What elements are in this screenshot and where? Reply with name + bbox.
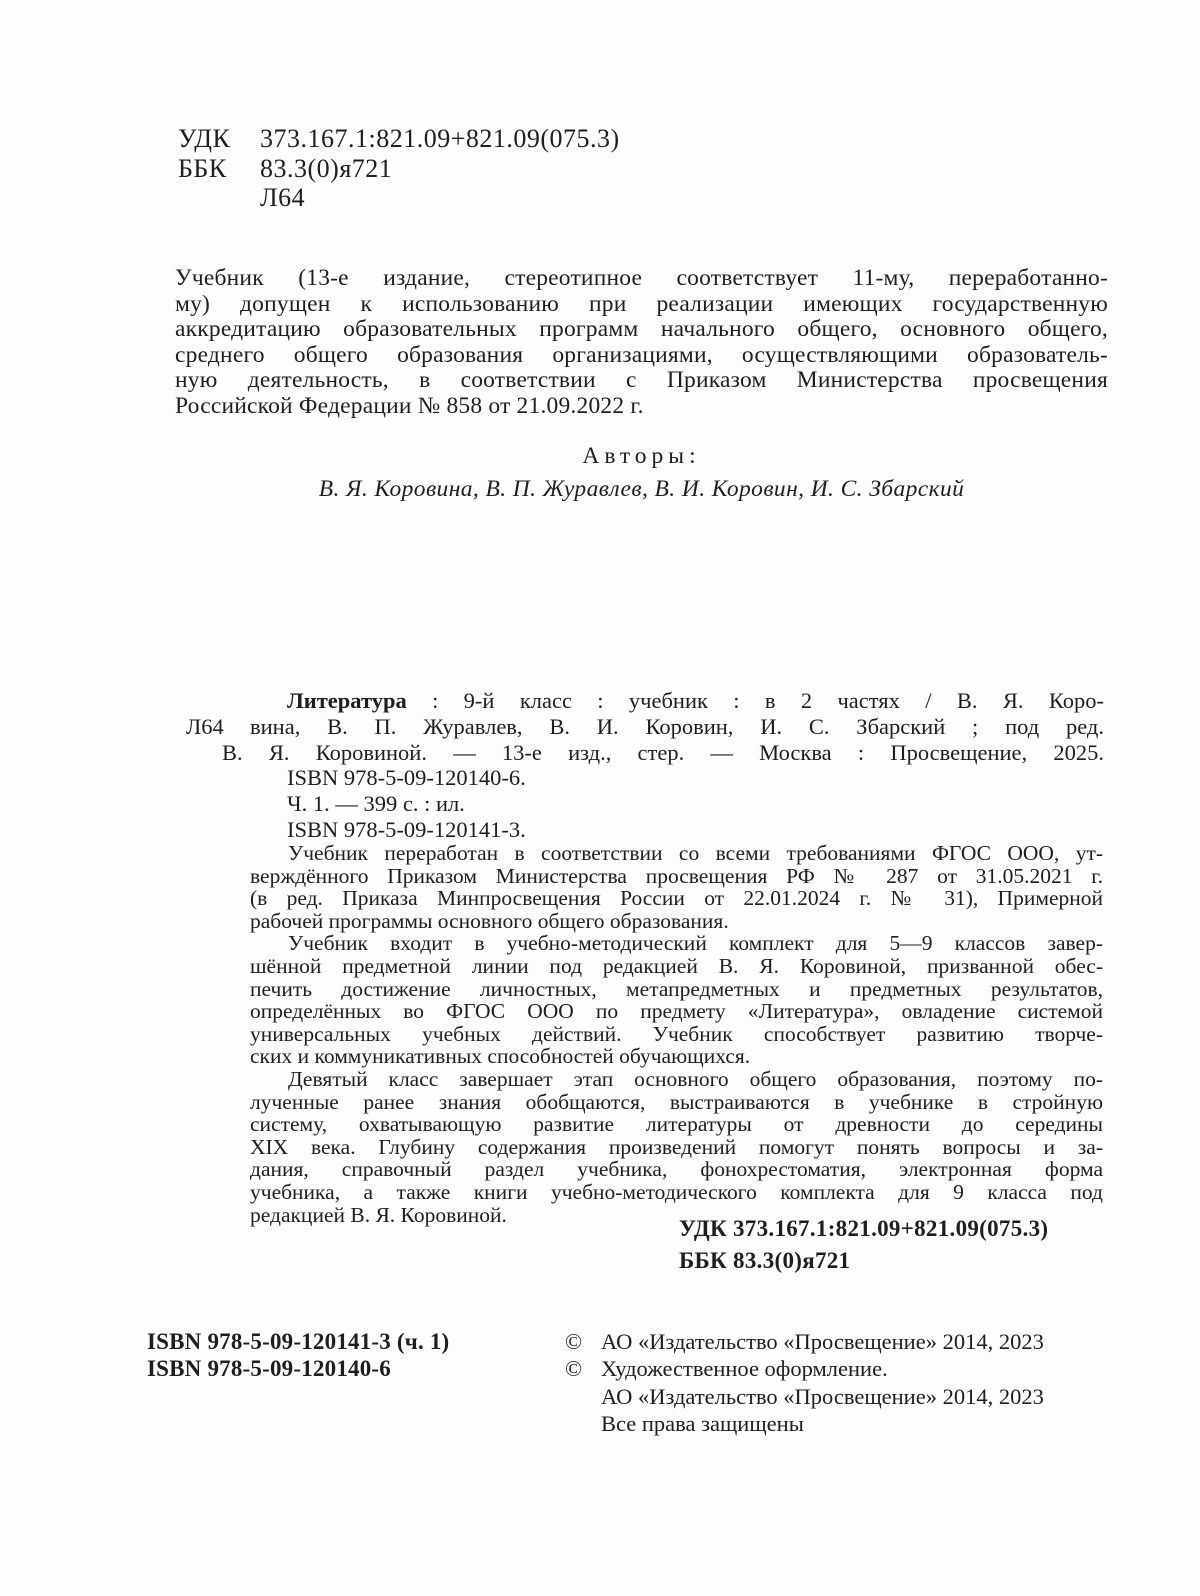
edition-note-line: ную деятельность, в соответствии с Приказом Министерства просвещения (175, 367, 1108, 394)
udk-footer-udk: УДК 373.167.1:821.09+821.09(075.3) (679, 1216, 1049, 1241)
udk-footer-block (679, 1213, 1048, 1276)
copyright-mark (565, 1410, 601, 1437)
annotation-line: печить достижение личностных, метапредметных и предметных результатов, (250, 976, 1103, 1001)
catalog-isbn-set: ISBN 978-5-09-120141-3. (287, 816, 526, 842)
annotation-line: Учебник входит в учебно-методический комплект для 5—9 классов завер- (288, 931, 1103, 956)
copyright-line (565, 1410, 1044, 1437)
catalog-title: Литература (287, 688, 407, 713)
catalog-isbn-part: ISBN 978-5-09-120140-6. (287, 765, 526, 791)
copyright-line (565, 1355, 1044, 1382)
catalog-line-1-rest: : 9-й класс : учебник : в 2 частях / В. Я. Коро- (406, 688, 1104, 713)
catalog-line-2 (186, 714, 1104, 740)
annotation-line: редакцией В. Я. Коровиной. (250, 1202, 507, 1227)
udk-footer-bbk: ББК 83.3(0)я721 (679, 1247, 851, 1273)
annotation-block (250, 842, 1103, 1226)
annotation-paragraph-2 (250, 932, 1103, 1068)
annotation-line: Учебник переработан в соответствии со всеми требованиями ФГОС ООО, ут- (288, 841, 1103, 865)
edition-note-line: му) допущен к использованию при реализации имеющих государственную (175, 290, 1108, 317)
annotation-line: рабочей программы основного общего образования. (250, 908, 729, 933)
catalog-line-1 (186, 688, 1104, 714)
isbn-part-line: ISBN 978-5-09-120141-3 (ч. 1) (147, 1329, 450, 1354)
annotation-line: универсальных учебных действий. Учебник способствует развитию творче- (250, 1021, 1103, 1046)
edition-note-line: среднего общего образования организациями, осуществляющими образователь- (175, 341, 1108, 368)
edition-note-line: Российской Федерации № 858 от 21.09.2022 г. (175, 392, 644, 419)
copyright-text: АО «Издательство «Просвещение» 2014, 2023 (601, 1329, 1044, 1354)
copyright-mark: © (565, 1329, 583, 1354)
copyright-text: Все права защищены (601, 1410, 804, 1436)
udk-label: УДК (178, 124, 231, 153)
annotation-paragraph-3 (250, 1068, 1103, 1226)
annotation-line: систему, охватывающую развитие литературы от древности до середины (250, 1112, 1103, 1137)
copyright-line (565, 1328, 1044, 1355)
annotation-line: лученные ранее знания обобщаются, выстраиваются в учебнике в стройную (250, 1089, 1103, 1114)
annotation-line: учебника, а также книги учебно-методического комплекта для 9 класса под (250, 1179, 1103, 1204)
catalog-line-2-text: вина, В. П. Журавлев, В. И. Коровин, И. С. Збарский ; под ред. (250, 713, 1104, 739)
catalog-part-pages: Ч. 1. — 399 с. : ил. (287, 791, 465, 817)
catalog-card (186, 688, 1104, 843)
bbk-row (178, 154, 620, 184)
annotation-line: верждённого Приказом Министерства просвещения РФ № 287 от 31.05.2021 г. (250, 863, 1103, 888)
udk-row (178, 124, 620, 154)
edition-note-line: Учебник (13-е издание, стереотипное соответствует 11-му, переработанно- (175, 265, 1108, 291)
annotation-line: дания, справочный раздел учебника, фонохрестоматия, электронная форма (250, 1157, 1103, 1182)
authors-heading: Авторы: (582, 443, 701, 469)
copyright-text: АО «Издательство «Просвещение» 2014, 2023 (601, 1383, 1044, 1409)
annotation-line: определённых во ФГОС ООО по предмету «Литература», овладение системой (250, 999, 1103, 1024)
edition-note-line: аккредитацию образовательных программ начального общего, основного общего, (175, 316, 1108, 343)
copyright-mark: © (565, 1356, 583, 1382)
annotation-paragraph-1 (250, 842, 1103, 932)
edition-note (175, 266, 1108, 420)
catalog-number: Л64 (186, 713, 224, 739)
isbn-block (147, 1328, 449, 1383)
annotation-line: шённой предметной линии под редакцией В. Я. Коровиной, призванной обес- (250, 953, 1103, 978)
isbn-set-line: ISBN 978-5-09-120140-6 (147, 1356, 391, 1382)
copyright-block (565, 1328, 1044, 1437)
annotation-line: XIX века. Глубину содержания произведений помогут понять вопросы и за- (250, 1134, 1103, 1159)
udk-value: 373.167.1:821.09+821.09(075.3) (260, 124, 620, 153)
author-sign-row (178, 183, 620, 213)
authors-block (175, 443, 1108, 502)
author-sign-spacer (178, 183, 260, 213)
annotation-line: Девятый класс завершает этап основного общего образования, поэтому по- (288, 1066, 1103, 1091)
bbk-label: ББК (178, 153, 227, 183)
copyright-text: Художественное оформление. (601, 1356, 888, 1382)
bbk-value: 83.3(0)я721 (260, 153, 393, 183)
annotation-line: (в ред. Приказа Минпросвещения России от 22.01.2024 г. № 31), Примерной (250, 886, 1103, 911)
author-sign: Л64 (260, 183, 306, 212)
authors-names: В. Я. Коровина, В. П. Журавлев, В. И. Коровин, И. С. Збарский (318, 476, 965, 502)
annotation-line: ских и коммуникативных способностей обучающихся. (250, 1044, 751, 1069)
catalog-line-3: В. Я. Коровиной. — 13-е изд., стер. — Москва : Просвещение, 2025. (222, 739, 1104, 765)
udk-classification-block (178, 124, 620, 213)
copyright-line (565, 1383, 1044, 1410)
copyright-mark (565, 1383, 601, 1410)
